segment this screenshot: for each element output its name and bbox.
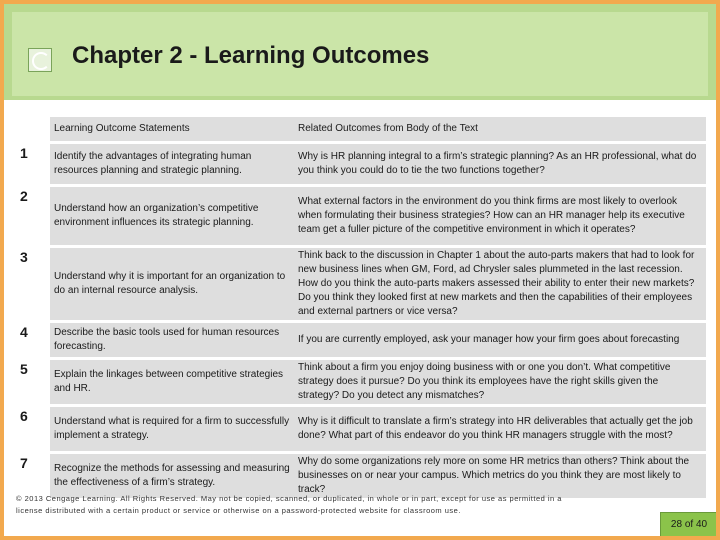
table-row — [16, 407, 706, 451]
outcome-statement: Describe the basic tools used for human resources forecasting. — [50, 323, 294, 357]
page-current: 28 — [670, 519, 683, 530]
header-number-cell — [16, 117, 50, 141]
related-outcome: What external factors in the environment do you think firms are most likely to overlook when formulating their business strategies? How can an HR manager help its executive team get a fuller picture of the competitive environment in which it operates? — [294, 187, 706, 245]
page-of-label: of — [684, 519, 694, 530]
related-outcome: Why is HR planning integral to a firm’s strategic planning? As an HR professional, what do you think you could do to tie the two functions together? — [294, 144, 706, 184]
row-number: 2 — [16, 187, 50, 245]
table-row — [16, 360, 706, 404]
copyright-notice: © 2013 Cengage Learning. All Rights Reserved. May not be copied, scanned, or duplicated, in whole or in part, except for use as permitted in a license distributed with a certain product or service or otherwise on a password-protected website for classroom use. — [16, 494, 562, 515]
related-outcome: Why is it difficult to translate a firm’s strategy into HR deliverables that actually get the job done? What part of this endeavor do you think HR managers struggle with the most? — [294, 407, 706, 451]
outcome-statement: Identify the advantages of integrating human resources planning and strategic planning. — [50, 144, 294, 184]
table-row — [16, 323, 706, 357]
table-row — [16, 454, 706, 498]
outcome-statement: Understand why it is important for an organization to do an internal resource analysis. — [50, 248, 294, 320]
table-row — [16, 144, 706, 184]
outcome-statement: Recognize the methods for assessing and measuring the effectiveness of a firm’s strategy. — [50, 454, 294, 498]
outcome-statement: Explain the linkages between competitive strategies and HR. — [50, 360, 294, 404]
row-number: 1 — [16, 144, 50, 184]
row-number: 4 — [16, 323, 50, 357]
related-outcome: Why do some organizations rely more on some HR metrics than others? Think about the businesses on or near your campus. Which metrics do you think they are most likely to track? — [294, 454, 706, 498]
table-row — [16, 187, 706, 245]
slide-bullet-icon — [28, 48, 52, 72]
related-outcome: If you are currently employed, ask your manager how your firm goes about forecasting — [294, 323, 706, 357]
row-number: 3 — [16, 248, 50, 320]
learning-outcomes-table — [16, 114, 706, 501]
row-number: 5 — [16, 360, 50, 404]
row-number: 6 — [16, 407, 50, 451]
table-header-row — [16, 117, 706, 141]
header-statements: Learning Outcome Statements — [50, 117, 294, 141]
related-outcome: Think about a firm you enjoy doing business with or one you don’t. What competitive strategy does it pursue? Do you think its employees have the right skills given the strategy? Do you detect any mismatches? — [294, 360, 706, 404]
page-counter — [660, 512, 716, 536]
header-related: Related Outcomes from Body of the Text — [294, 117, 706, 141]
page-total: 40 — [695, 519, 708, 530]
table-row — [16, 248, 706, 320]
page-title: Chapter 2 - Learning Outcomes — [72, 42, 430, 69]
slide — [4, 4, 716, 536]
outcome-statement: Understand what is required for a firm to successfully implement a strategy. — [50, 407, 294, 451]
outcome-statement: Understand how an organization’s competitive environment influences its strategic planning. — [50, 187, 294, 245]
row-number: 7 — [16, 454, 50, 498]
related-outcome: Think back to the discussion in Chapter 1 about the auto-parts makers that had to look for new business lines when GM, Ford, ad Chrysler sales plummeted in the last recession. How do you think the auto-parts makers assessed their ability to enter their new markets? Do you think they looked first at new markets and then the capabilities of their employees and external partners or vice versa? — [294, 248, 706, 320]
